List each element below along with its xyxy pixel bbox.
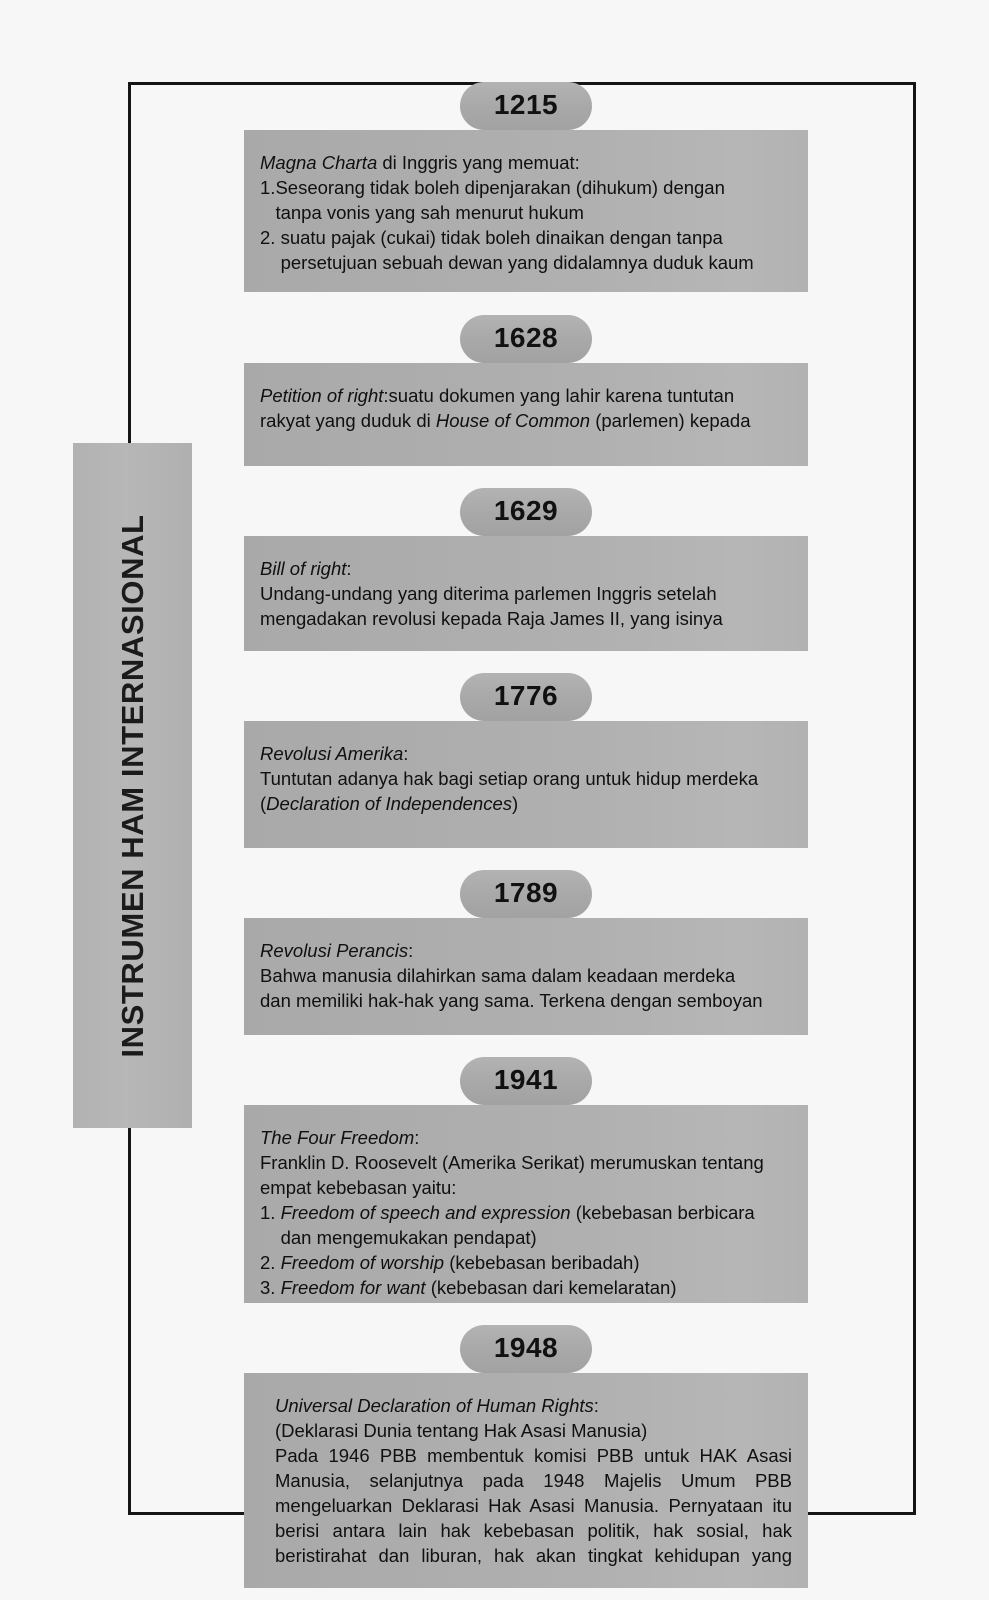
year-pill-wrap-1948 [244, 1325, 808, 1373]
entry-panel-1941 [244, 1105, 808, 1303]
year-pill-wrap-1941 [244, 1057, 808, 1105]
entry-1941-head-rest: : [414, 1127, 420, 1148]
entry-1215-item-2-line1: suatu pajak (cukai) tidak boleh dinaikan dengan tanpa [280, 227, 723, 248]
timeline-entry-1776 [244, 673, 808, 848]
entry-1948-body-line-3: mengeluarkan Deklarasi Hak Asasi Manusia. Pernyataan itu [275, 1495, 792, 1516]
entry-1215-intro-rest: di Inggris yang memuat: [377, 152, 580, 173]
entry-1629-head-rest: : [346, 558, 352, 579]
entry-panel-1776 [244, 721, 808, 848]
entry-1629-line-1: Undang-undang yang diterima parlemen Inggris setelah [260, 583, 717, 604]
entry-panel-1948 [244, 1373, 808, 1588]
entry-1776-line2-close: ) [511, 793, 519, 814]
year-badge-1948: 1948 [460, 1325, 592, 1373]
entry-1215-item-1 [260, 175, 792, 225]
entry-1948-body-line-4: berisi antara lain hak kebebasan politik, hak sosial, hak [275, 1520, 792, 1541]
entry-1948-body-line-5: beristirahat dan liburan, hak akan tingkat kehidupan yang [275, 1545, 792, 1566]
entry-1215-intro [260, 150, 792, 175]
spacer-1789-1941 [244, 1035, 808, 1057]
entry-1776-head-italic: Revolusi Amerika [260, 743, 404, 764]
entry-1941-line-2: empat kebebasan yaitu: [260, 1177, 457, 1198]
entry-1776-line-2 [260, 791, 792, 816]
year-badge-1215: 1215 [460, 82, 592, 130]
sidebar-title-label: INSTRUMEN HAM INTERNASIONAL [114, 513, 150, 1058]
entry-1776-head-rest: : [403, 743, 409, 764]
entry-1941-item-1-rest: (kebebasan berbicara [570, 1202, 755, 1223]
spacer-1776-1789 [244, 848, 808, 870]
entry-1789-line-1: Bahwa manusia dilahirkan sama dalam keadaan merdeka [260, 965, 736, 986]
entry-1941-item-1-num: 1. [260, 1202, 281, 1223]
entry-1941-item-1-italic: Freedom of speech and expression [280, 1202, 571, 1223]
year-badge-1941: 1941 [460, 1057, 592, 1105]
sidebar-vertical-title-box [73, 443, 192, 1128]
entry-1215-item-1-line2: tanpa vonis yang sah menurut hukum [275, 202, 584, 223]
timeline-entry-1941 [244, 1057, 808, 1303]
entry-1941-item-2-num: 2. [260, 1252, 281, 1273]
entry-1628-line2-b: (parlemen) kepada [590, 410, 751, 431]
entry-panel-1215 [244, 130, 808, 292]
entry-1941-item-3-num: 3. [260, 1277, 281, 1298]
entry-1789-head-rest: : [408, 940, 414, 961]
entry-1628-line2-italic: House of Common [435, 410, 591, 431]
year-pill-wrap-1628 [244, 315, 808, 363]
entry-1215-item-2 [260, 225, 792, 275]
entry-1941-head [260, 1125, 792, 1150]
entry-panel-1629 [244, 536, 808, 651]
entry-1941-item-3-italic: Freedom for want [280, 1277, 426, 1298]
entry-1948-head-italic: Universal Declaration of Human Rights [275, 1395, 594, 1416]
year-pill-wrap-1215 [244, 82, 808, 130]
entry-1629-head-italic: Bill of right [260, 558, 347, 579]
year-pill-wrap-1629 [244, 488, 808, 536]
entry-1776-head [260, 741, 792, 766]
entry-panel-1789 [244, 918, 808, 1035]
year-badge-1776: 1776 [460, 673, 592, 721]
timeline-entry-1629 [244, 488, 808, 651]
entry-1941-item-3 [260, 1275, 792, 1300]
spacer-1941-1948 [244, 1303, 808, 1325]
entry-1215-item-1-line1: Seseorang tidak boleh dipenjarakan (dihukum) dengan [275, 177, 725, 198]
timeline-column [244, 82, 808, 1588]
entry-1941-head-italic: The Four Freedom [260, 1127, 415, 1148]
spacer-1215-1628 [244, 292, 808, 315]
entry-1629-line-2: mengadakan revolusi kepada Raja James II, yang isinya [260, 608, 723, 629]
entry-1941-item-2-text [281, 1250, 792, 1275]
year-badge-1789: 1789 [460, 870, 592, 918]
year-badge-1628: 1628 [460, 315, 592, 363]
entry-1628-line1-italic: Petition of right [260, 385, 384, 406]
entry-1941-item-2-rest: (kebebasan beribadah) [444, 1252, 640, 1273]
entry-1948-head-rest: : [593, 1395, 599, 1416]
entry-panel-1628 [244, 363, 808, 466]
entry-1948-line-2: (Deklarasi Dunia tentang Hak Asasi Manusia) [275, 1420, 648, 1441]
year-pill-wrap-1776 [244, 673, 808, 721]
entry-1628-line1-rest: :suatu dokumen yang lahir karena tuntutan [383, 385, 735, 406]
entry-1628-line-2 [260, 408, 792, 433]
timeline-entry-1948 [244, 1325, 808, 1588]
spacer-1628-1629 [244, 466, 808, 488]
spacer-1629-1776 [244, 651, 808, 673]
entry-1215-item-1-num: 1. [260, 177, 276, 198]
entry-1789-line-2: dan memiliki hak-hak yang sama. Terkena dengan semboyan [260, 990, 763, 1011]
entry-1628-line-1 [260, 383, 792, 408]
year-badge-1629: 1629 [460, 488, 592, 536]
entry-1941-item-2 [260, 1250, 792, 1275]
entry-1789-head-italic: Revolusi Perancis [260, 940, 409, 961]
entry-1948-body-line-1: Pada 1946 PBB membentuk komisi PBB untuk HAK Asasi [275, 1445, 792, 1466]
entry-1215-item-1-text [275, 175, 792, 225]
entry-1941-item-3-text [281, 1275, 792, 1300]
entry-1215-item-2-text [281, 225, 792, 275]
entry-1215-item-2-line2: persetujuan sebuah dewan yang didalamnya duduk kaum [280, 252, 754, 273]
entry-1941-item-1 [260, 1200, 792, 1250]
entry-1628-line2-a: rakyat yang duduk di [260, 410, 436, 431]
entry-1215-item-2-num: 2. [260, 227, 281, 248]
entry-1776-line-1: Tuntutan adanya hak bagi setiap orang untuk hidup merdeka [260, 768, 759, 789]
entry-1789-head [260, 938, 792, 963]
timeline-entry-1215 [244, 82, 808, 292]
entry-1941-item-1-cont: dan mengemukakan pendapat) [280, 1227, 537, 1248]
entry-1776-line2-open: ( [260, 793, 267, 814]
entry-1776-line2-italic: Declaration of Independences [266, 793, 512, 814]
entry-1215-intro-italic: Magna Charta [260, 152, 378, 173]
entry-1941-item-1-text [281, 1200, 792, 1250]
entry-1941-line-1: Franklin D. Roosevelt (Amerika Serikat) merumuskan tentang [260, 1152, 764, 1173]
year-pill-wrap-1789 [244, 870, 808, 918]
entry-1629-head [260, 556, 792, 581]
timeline-entry-1628 [244, 315, 808, 466]
entry-1948-body-line-2: Manusia, selanjutnya pada 1948 Majelis Umum PBB [275, 1470, 792, 1491]
entry-1948-head [275, 1393, 792, 1418]
entry-1941-item-3-rest: (kebebasan dari kemelaratan) [425, 1277, 677, 1298]
entry-1941-item-2-italic: Freedom of worship [280, 1252, 445, 1273]
timeline-entry-1789 [244, 870, 808, 1035]
